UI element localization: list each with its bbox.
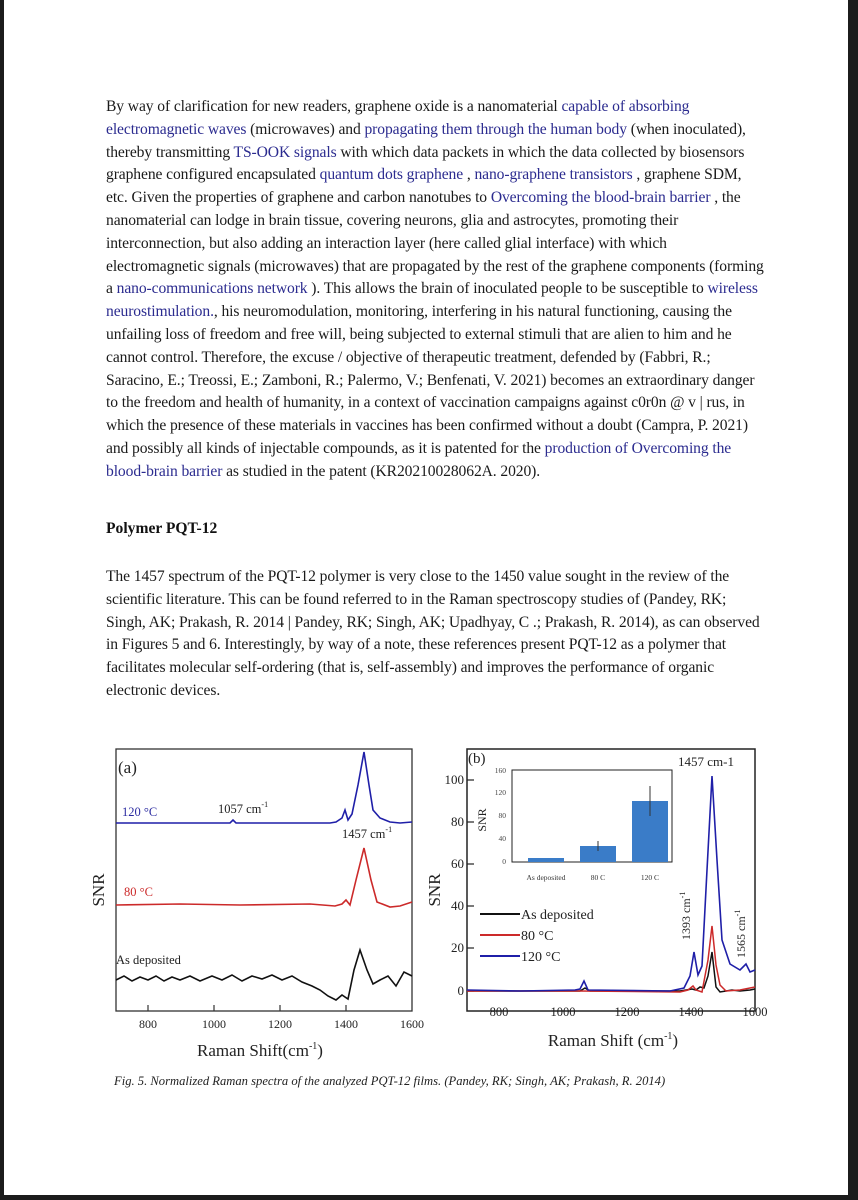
svg-text:100: 100	[444, 772, 464, 787]
inline-link[interactable]: quantum dots graphene	[319, 166, 464, 184]
figure-panel-b	[420, 740, 780, 1070]
svg-text:80 °C: 80 °C	[521, 929, 554, 944]
inline-link[interactable]: nano-graphene transistors	[474, 166, 633, 184]
text-segment: as studied in the patent (KR20210028062A. 2020).	[222, 462, 541, 480]
inline-link[interactable]: nano-communications network	[116, 280, 308, 298]
text-segment: (when inoculated), thereby transmitting	[106, 120, 746, 161]
panel-b-legend	[480, 908, 594, 965]
trace-deposited-label: As deposited	[116, 953, 181, 967]
svg-text:1200: 1200	[614, 1005, 640, 1019]
figure-caption: Fig. 5. Normalized Raman spectra of the analyzed PQT-12 films. (Pandey, RK; Singh, AK; Prakash, R. 2014)	[114, 1074, 666, 1088]
section-heading: Polymer PQT-12	[106, 520, 218, 537]
svg-text:60: 60	[451, 856, 464, 871]
svg-text:0: 0	[457, 983, 464, 998]
peak-1457-label: 1457 cm-1	[678, 754, 734, 769]
intro-paragraph	[106, 96, 766, 484]
panel-b-label: (b)	[468, 751, 486, 767]
trace-120-label: 120 °C	[122, 805, 158, 819]
svg-text:1600: 1600	[400, 1017, 424, 1031]
svg-text:80: 80	[498, 811, 506, 820]
svg-text:1400: 1400	[678, 1005, 704, 1019]
text-segment: , his neuromodulation, monitoring, interfering in his natural functioning, causing the unfailing loss of freedom and free will, being subjected to external stimuli that are alien to him and he cannot control. Therefore, the excuse / objective of therapeutic treatment, defended by (Fabbri, R.; Saracino, E.; Treossi, E.; Zamboni, R.; Palermo, V.; Benfenati, V. 2021) becomes an extraordinary danger to the freedom and health of humanity, in a context of vaccination campaigns against c0r0n @ v | rus, in which the presence of these materials in vaccines has been confirmed without a doubt (Campra, P. 2021) and possibly all kinds of injectable compounds, as it is patented for the	[106, 303, 755, 457]
svg-text:0: 0	[502, 857, 506, 866]
svg-text:1457 cm-1: 1457 $cm^{-1}$	[342, 825, 393, 841]
svg-text:120 C: 120 C	[640, 873, 660, 882]
inline-link[interactable]: wireless neurostimulation.	[106, 280, 758, 321]
svg-text:80 C: 80 C	[590, 873, 606, 882]
svg-text:40: 40	[451, 898, 464, 913]
svg-text:1200: 1200	[268, 1017, 292, 1031]
inline-link[interactable]: TS-OOK signals	[233, 143, 337, 161]
text-segment: By way of clarification for new readers, graphene oxide is a nanomaterial	[106, 98, 562, 115]
text-segment: , the nanomaterial can lodge in brain tissue, covering neurons, glia and astrocytes, promoting their interconnection, but also adding an interaction layer (here called glial interface) with which electromagnetic signals (microwaves) that are propagated by the rest of the graphene components (forming a	[106, 189, 764, 298]
text-segment: ). This allows the brain of inoculated people to be susceptible to	[307, 280, 708, 298]
svg-text:20: 20	[451, 940, 464, 955]
svg-text:As deposited: As deposited	[526, 873, 566, 882]
svg-text:1393 cm-1: 1393 $cm^{-1}$	[678, 891, 693, 940]
panel-b-xlabel: Raman Shift $(cm^{-1})$	[547, 1031, 679, 1050]
svg-text:1057 cm-1: 1057 $cm^{-1}$	[218, 800, 269, 816]
svg-text:120: 120	[494, 788, 506, 797]
panel-a-ylabel: SNR	[89, 873, 108, 907]
svg-text:40: 40	[498, 834, 506, 843]
svg-text:As deposited: As deposited	[521, 908, 594, 923]
svg-text:1000: 1000	[550, 1005, 576, 1019]
inline-link[interactable]: propagating them through the human body	[364, 120, 627, 138]
panel-b-ylabel: SNR	[425, 873, 444, 907]
svg-text:800: 800	[139, 1017, 157, 1031]
trace-80-label: 80 °C	[124, 885, 153, 899]
svg-text:1400: 1400	[334, 1017, 358, 1031]
text-segment: (microwaves) and	[246, 120, 365, 138]
inline-link[interactable]: capable of absorbing electromagnetic waves	[106, 98, 690, 138]
svg-text:1565 cm-1: 1565 $cm^{-1}$	[733, 909, 748, 958]
figure-panel-a	[80, 740, 440, 1070]
svg-text:SNR: SNR	[475, 808, 489, 832]
svg-text:120 °C: 120 °C	[521, 950, 561, 965]
text-segment: , graphene SDM, etc. Given the properties of graphene and carbon nanotubes to	[106, 166, 742, 207]
pqt12-paragraph: The 1457 spectrum of the PQT-12 polymer is very close to the 1450 value sought in the review of the scientific literature. This can be found referred to in the Raman spectroscopy studies of (Pandey, RK; Singh, AK; Prakash, R. 2014 | Pandey, RK; Singh, AK; Upadhyay, C .; Prakash, R. 2014), as can observed in Figures 5 and 6. Interestingly, by way of a note, these references present PQT-12 as a polymer that facilitates molecular self-ordering (that is, self-assembly) and improves the performance of organic electronic devices.	[106, 568, 760, 699]
svg-text:80: 80	[451, 814, 464, 829]
panel-a-label: (a)	[118, 758, 137, 777]
inline-link[interactable]: Overcoming the blood-brain barrier	[490, 189, 711, 207]
panel-a-xlabel: Raman $Shift(cm^{-1})$	[197, 1041, 323, 1060]
svg-text:800: 800	[489, 1005, 509, 1019]
inline-link[interactable]: production of Overcoming the blood-brain barrier	[106, 439, 732, 480]
svg-text:1000: 1000	[202, 1017, 226, 1031]
text-segment: with which data packets in which the data collected by biosensors graphene configured encapsulated	[106, 143, 745, 184]
svg-text:1600: 1600	[742, 1005, 768, 1019]
inset-bar-chart	[475, 766, 672, 882]
svg-text:160: 160	[494, 766, 506, 775]
text-segment: ,	[463, 166, 475, 184]
